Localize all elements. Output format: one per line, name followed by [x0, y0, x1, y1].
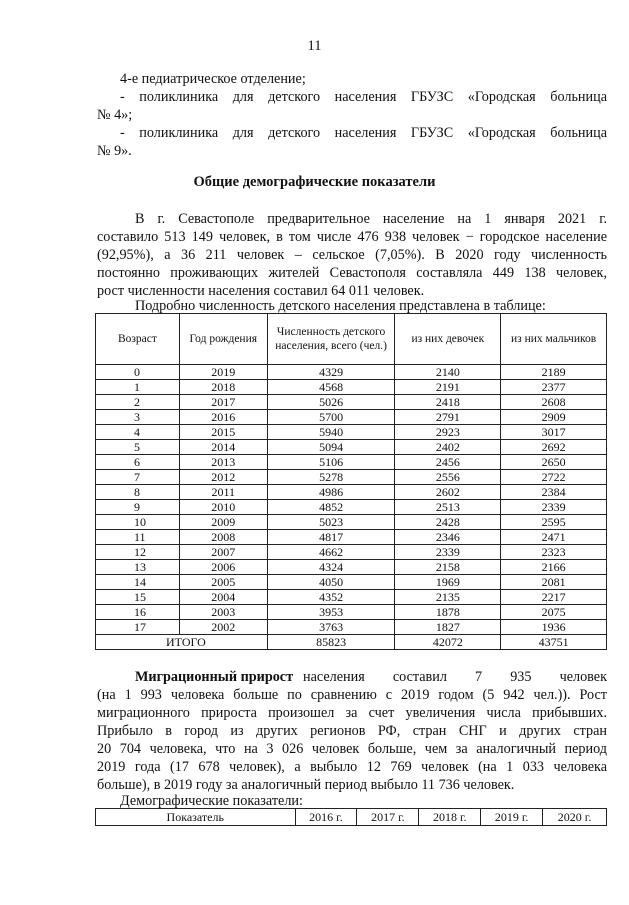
column-header-birth-year: Год рождения: [179, 314, 267, 365]
boys-cell: 2075: [501, 605, 607, 620]
girls-cell: 2602: [395, 485, 501, 500]
text-line: № 4»;: [97, 107, 133, 123]
age-cell: 6: [96, 455, 180, 470]
total-cell: 3763: [267, 620, 395, 635]
birth-year-cell: 2019: [179, 365, 267, 380]
boys-cell: 2692: [501, 440, 607, 455]
total-label: ИТОГО: [96, 635, 268, 650]
text-line: № 9».: [97, 143, 132, 159]
birth-year-cell: 2009: [179, 515, 267, 530]
age-cell: 0: [96, 365, 180, 380]
boys-cell: 2471: [501, 530, 607, 545]
section-title: Общие демографические показатели: [193, 174, 436, 190]
column-header-indicator: Показатель: [96, 809, 296, 826]
total-cell: 5700: [267, 410, 395, 425]
paragraph-line: Прибыло в город из других регионов РФ, стран СНГ и других стран: [97, 723, 607, 739]
boys-cell: 2608: [501, 395, 607, 410]
girls-cell: 2158: [395, 560, 501, 575]
birth-year-cell: 2013: [179, 455, 267, 470]
birth-year-cell: 2003: [179, 605, 267, 620]
boys-cell: 1936: [501, 620, 607, 635]
birth-year-cell: 2017: [179, 395, 267, 410]
girls-cell: 2556: [395, 470, 501, 485]
table-row: [96, 440, 607, 455]
birth-year-cell: 2004: [179, 590, 267, 605]
age-cell: 17: [96, 620, 180, 635]
paragraph-line: рост численности населения составил 64 011 человек.: [97, 283, 425, 299]
birth-year-cell: 2007: [179, 545, 267, 560]
table-row: [96, 515, 607, 530]
table-row: [96, 590, 607, 605]
girls-cell: 2339: [395, 545, 501, 560]
total-cell: 5278: [267, 470, 395, 485]
column-header-year: 2020 г.: [543, 809, 607, 826]
birth-year-cell: 2018: [179, 380, 267, 395]
table-row: [96, 395, 607, 410]
table-row: [96, 545, 607, 560]
paragraph-line: больше), в 2019 году за аналогичный период выбыло 11 736 человек.: [97, 777, 515, 793]
age-cell: 9: [96, 500, 180, 515]
column-header-total: Численность детского населения, всего (чел.): [267, 314, 395, 365]
table-row: [96, 425, 607, 440]
table-caption: Подробно численность детского населения представлена в таблице:: [135, 298, 546, 314]
total-cell: 5106: [267, 455, 395, 470]
age-cell: 11: [96, 530, 180, 545]
paragraph-line: В г. Севастополе предварительное население на 1 января 2021 г.: [135, 211, 607, 227]
boys-cell: 2384: [501, 485, 607, 500]
total-cell: 4050: [267, 575, 395, 590]
boys-cell: 2217: [501, 590, 607, 605]
girls-cell: 2402: [395, 440, 501, 455]
boys-cell: 2339: [501, 500, 607, 515]
age-cell: 14: [96, 575, 180, 590]
column-header-year: 2016 г.: [295, 809, 357, 826]
column-header-year: 2017 г.: [357, 809, 419, 826]
girls-cell: 2135: [395, 590, 501, 605]
birth-year-cell: 2011: [179, 485, 267, 500]
table-row: [96, 560, 607, 575]
column-header-boys: из них мальчиков: [501, 314, 607, 365]
girls-cell: 1969: [395, 575, 501, 590]
children-population-table: [95, 313, 607, 650]
total-cell: 4986: [267, 485, 395, 500]
birth-year-cell: 2010: [179, 500, 267, 515]
paragraph-line: 20 704 человека, что на 3 026 человек больше, чем за аналогичный период: [97, 741, 607, 757]
girls-cell: 2456: [395, 455, 501, 470]
birth-year-cell: 2006: [179, 560, 267, 575]
age-cell: 2: [96, 395, 180, 410]
boys-cell: 2650: [501, 455, 607, 470]
total-cell: 4568: [267, 380, 395, 395]
column-header-age: Возраст: [96, 314, 180, 365]
total-girls-cell: 42072: [395, 635, 501, 650]
age-cell: 1: [96, 380, 180, 395]
birth-year-cell: 2008: [179, 530, 267, 545]
indicators-caption: Демографические показатели:: [120, 793, 303, 809]
column-header-year: 2019 г.: [481, 809, 543, 826]
boys-cell: 2189: [501, 365, 607, 380]
paragraph-line: (92,95%), а 36 211 человек – сельское (7,05%). В 2020 году численность: [97, 247, 607, 263]
boys-cell: 2722: [501, 470, 607, 485]
age-cell: 12: [96, 545, 180, 560]
age-cell: 3: [96, 410, 180, 425]
age-cell: 8: [96, 485, 180, 500]
age-cell: 5: [96, 440, 180, 455]
boys-cell: 2166: [501, 560, 607, 575]
table-row: [96, 380, 607, 395]
boys-cell: 2909: [501, 410, 607, 425]
total-row: [96, 635, 607, 650]
age-cell: 10: [96, 515, 180, 530]
table-row: [96, 410, 607, 425]
column-header-year: 2018 г.: [419, 809, 481, 826]
total-cell: 4324: [267, 560, 395, 575]
boys-cell: 2595: [501, 515, 607, 530]
girls-cell: 2791: [395, 410, 501, 425]
text-line: - поликлиника для детского населения ГБУЗС «Городская больница: [120, 125, 607, 141]
boys-cell: 2081: [501, 575, 607, 590]
text-line: 4-е педиатрическое отделение;: [120, 71, 306, 87]
age-cell: 16: [96, 605, 180, 620]
table-row: [96, 605, 607, 620]
paragraph-line: составило 513 149 человек, в том числе 476 938 человек − городское население: [97, 229, 607, 245]
table-row: [96, 365, 607, 380]
table-row: [96, 530, 607, 545]
paragraph-line: миграционного прироста произошел за счет увеличения числа прибывших.: [97, 705, 607, 721]
paragraph-line: населения составил 7 935 человек: [303, 669, 607, 685]
demographic-indicators-table: [95, 808, 607, 826]
text-line: - поликлиника для детского населения ГБУЗС «Городская больница: [120, 89, 607, 105]
paragraph-line: (на 1 993 человека больше по сравнению с 2019 годом (5 942 чел.)). Рост: [97, 687, 607, 703]
age-cell: 4: [96, 425, 180, 440]
table-row: [96, 620, 607, 635]
migration-lead: Миграционный прирост: [135, 669, 294, 685]
total-cell: 4817: [267, 530, 395, 545]
birth-year-cell: 2016: [179, 410, 267, 425]
girls-cell: 2346: [395, 530, 501, 545]
table-row: [96, 500, 607, 515]
total-cell: 4329: [267, 365, 395, 380]
table-row: [96, 455, 607, 470]
total-cell: 5094: [267, 440, 395, 455]
paragraph-line: постоянно проживающих жителей Севастополя составляла 449 138 человек,: [97, 265, 607, 281]
table-row: [96, 485, 607, 500]
total-cell: 4352: [267, 590, 395, 605]
girls-cell: 2191: [395, 380, 501, 395]
total-cell: 5940: [267, 425, 395, 440]
page-number: 11: [307, 38, 322, 54]
boys-cell: 2377: [501, 380, 607, 395]
birth-year-cell: 2005: [179, 575, 267, 590]
column-header-girls: из них девочек: [395, 314, 501, 365]
age-cell: 7: [96, 470, 180, 485]
migration-first-line: [135, 668, 293, 686]
total-cell: 5026: [267, 395, 395, 410]
paragraph-line: 2019 года (17 678 человек), а выбыло 12 769 человек (на 1 033 человека: [97, 759, 607, 775]
girls-cell: 2140: [395, 365, 501, 380]
birth-year-cell: 2014: [179, 440, 267, 455]
total-cell: 4662: [267, 545, 395, 560]
age-cell: 13: [96, 560, 180, 575]
total-boys-cell: 43751: [501, 635, 607, 650]
girls-cell: 1827: [395, 620, 501, 635]
boys-cell: 2323: [501, 545, 607, 560]
birth-year-cell: 2012: [179, 470, 267, 485]
table-row: [96, 470, 607, 485]
girls-cell: 1878: [395, 605, 501, 620]
birth-year-cell: 2015: [179, 425, 267, 440]
boys-cell: 3017: [501, 425, 607, 440]
girls-cell: 2418: [395, 395, 501, 410]
total-cell: 3953: [267, 605, 395, 620]
girls-cell: 2428: [395, 515, 501, 530]
girls-cell: 2513: [395, 500, 501, 515]
table-row: [96, 575, 607, 590]
total-all-cell: 85823: [267, 635, 395, 650]
girls-cell: 2923: [395, 425, 501, 440]
total-cell: 5023: [267, 515, 395, 530]
total-cell: 4852: [267, 500, 395, 515]
birth-year-cell: 2002: [179, 620, 267, 635]
age-cell: 15: [96, 590, 180, 605]
